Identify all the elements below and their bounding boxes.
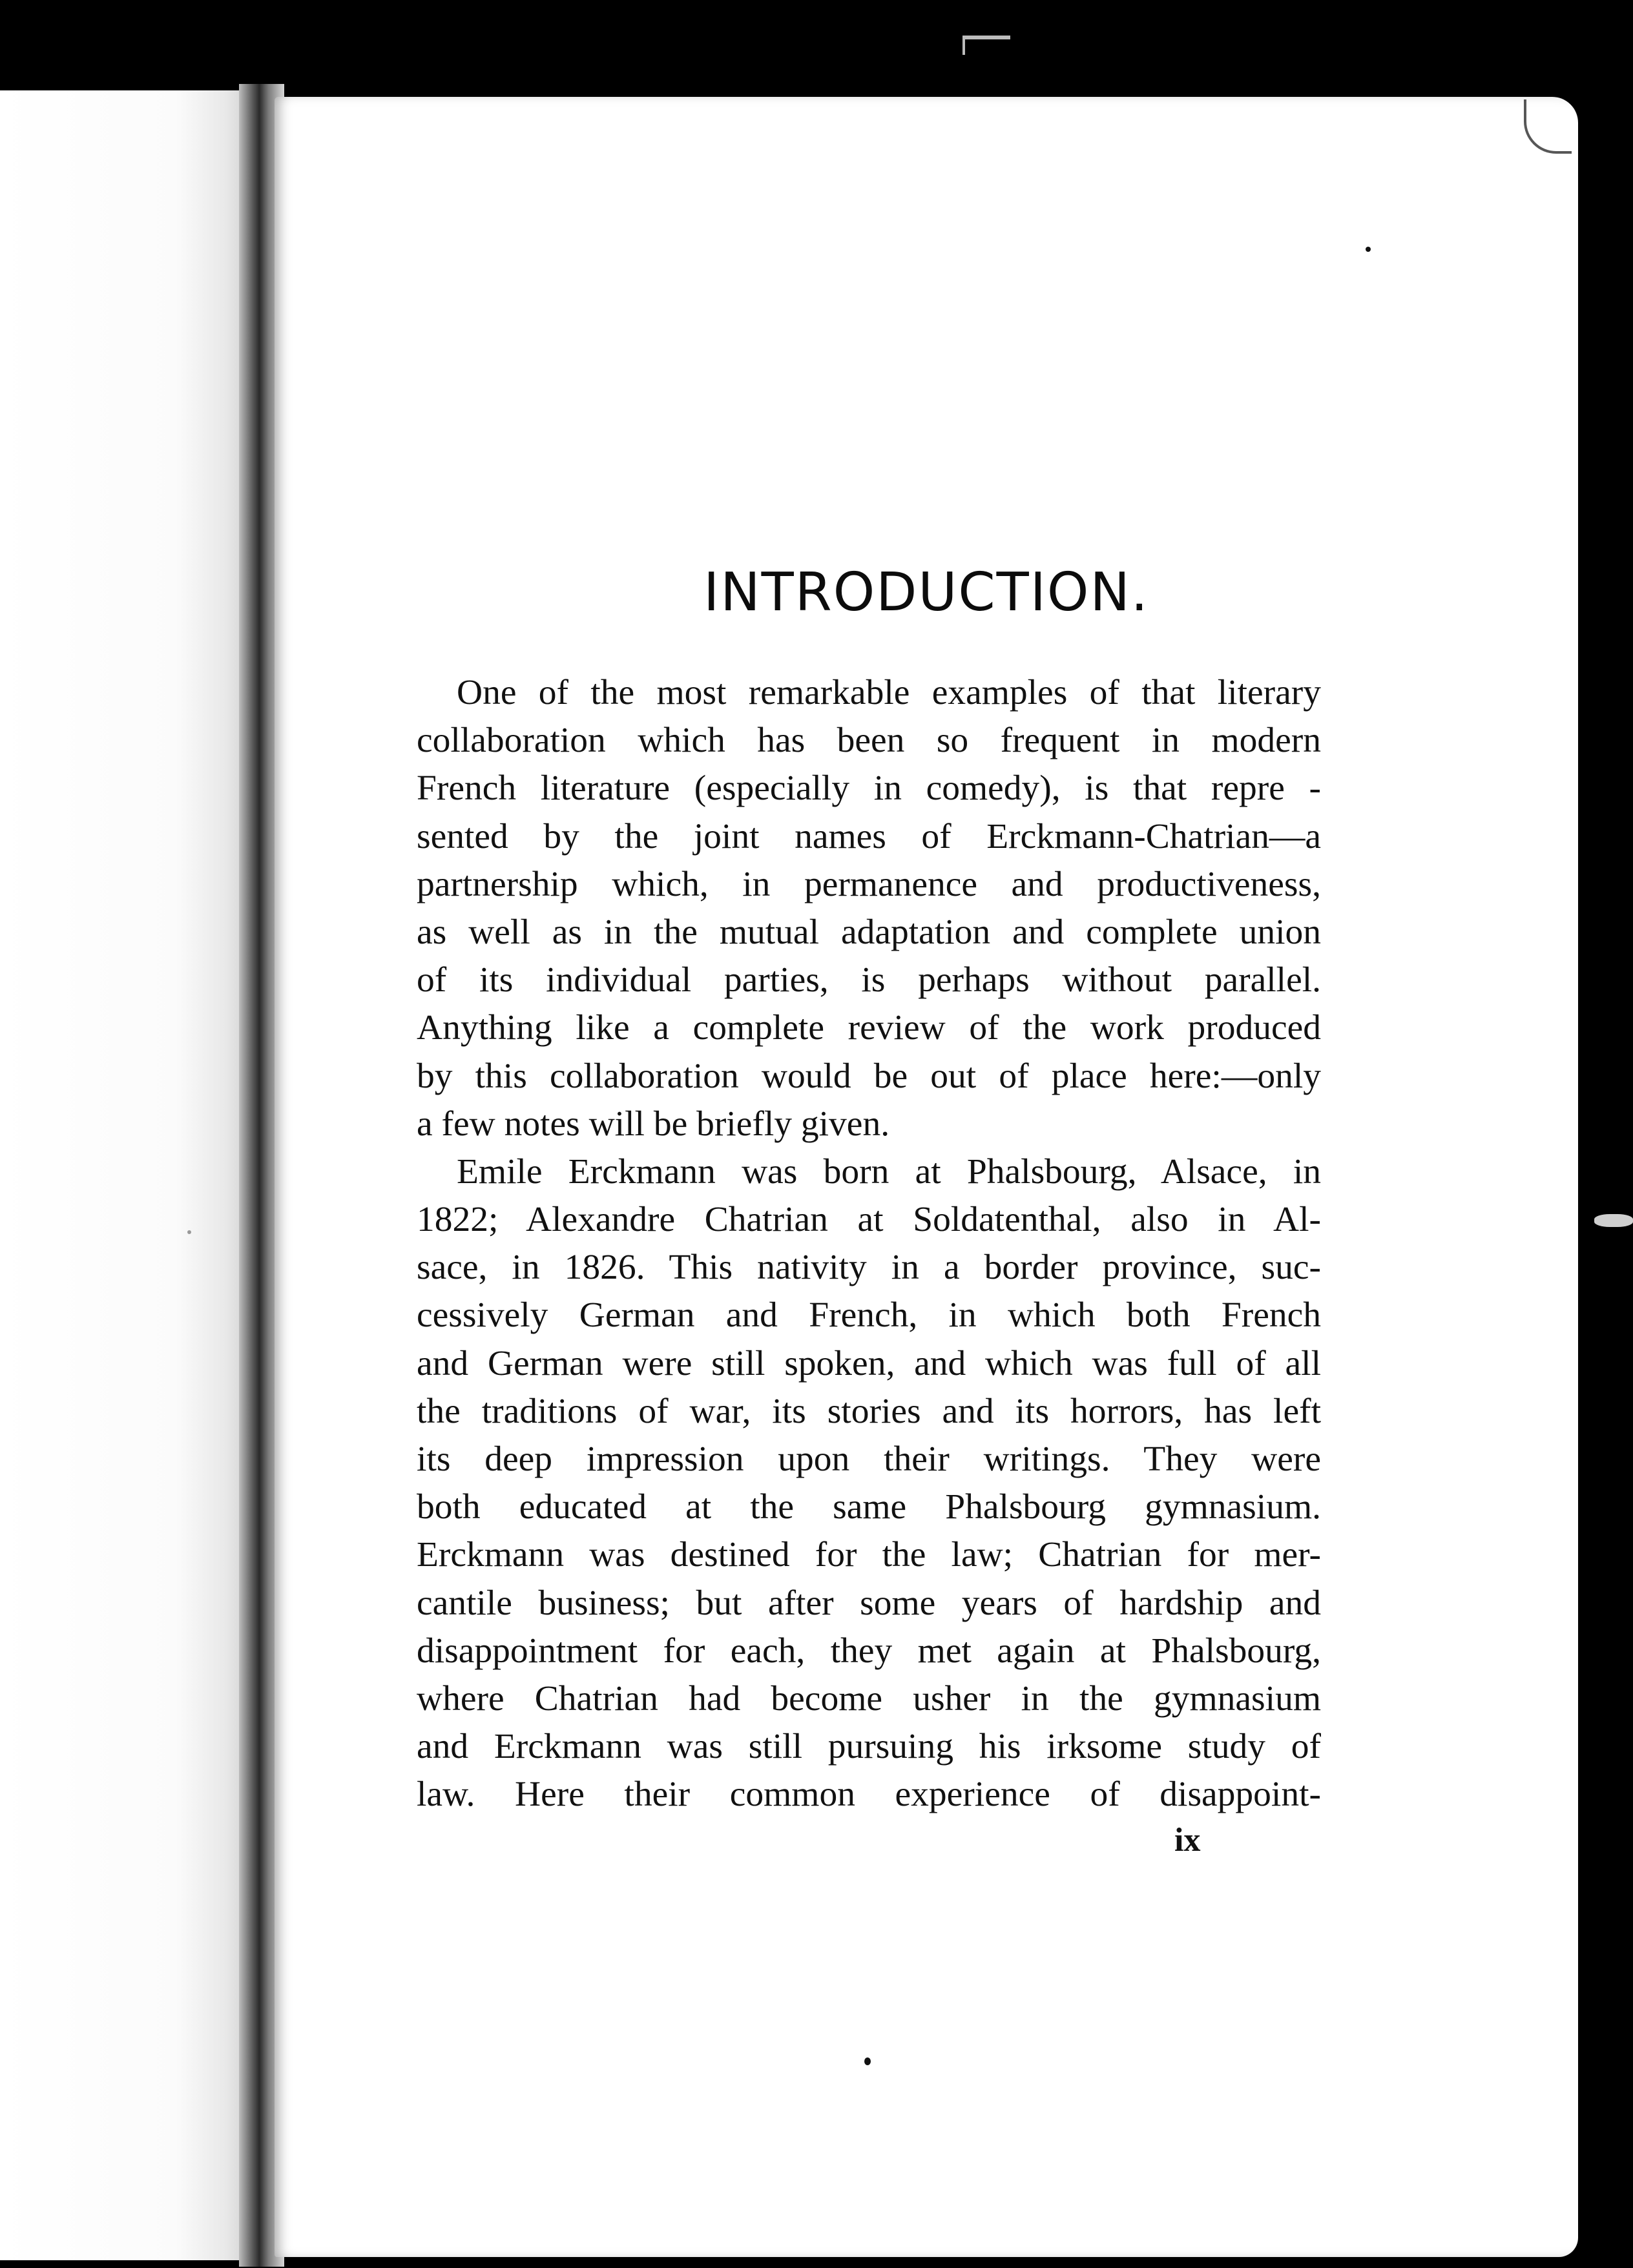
scan-speck	[1366, 247, 1371, 252]
text-line: both educated at the same Phalsbourg gymnasium.	[417, 1487, 1321, 1527]
scan-artifact	[962, 36, 1010, 55]
text-line: partnership which, in permanence and productiveness,	[417, 864, 1321, 904]
text-line: Anything like a complete review of the work produced	[417, 1008, 1321, 1048]
scan-artifact	[1594, 1214, 1633, 1227]
text-line: the traditions of war, its stories and its horrors, has left	[417, 1391, 1321, 1431]
page-corner-curl	[1524, 99, 1572, 154]
text-line: French literature (especially in comedy), is that repre -	[417, 768, 1321, 809]
text-line: its deep impression upon their writings. They were	[417, 1439, 1321, 1479]
text-line: sace, in 1826. This nativity in a border province, suc-	[417, 1248, 1321, 1288]
text-line: a few notes will be briefly given.	[417, 1104, 890, 1144]
page-number: ix	[1174, 1822, 1201, 1859]
text-line: 1822; Alexandre Chatrian at Soldatenthal, also in Al-	[417, 1200, 1321, 1240]
text-line: Emile Erckmann was born at Phalsbourg, Alsace, in	[457, 1151, 1321, 1191]
text-line: of its individual parties, is perhaps without parallel.	[417, 960, 1321, 1000]
text-line: Erckmann was destined for the law; Chatrian for mer-	[417, 1535, 1321, 1575]
facing-page-edge	[0, 90, 252, 2260]
text-line: cantile business; but after some years of hardship and	[417, 1583, 1321, 1623]
text-line: law. Here their common experience of disappoint-	[417, 1775, 1321, 1815]
text-line: as well as in the mutual adaptation and complete union	[417, 912, 1321, 952]
text-line: One of the most remarkable examples of that literary	[457, 673, 1321, 712]
text-line: where Chatrian had become usher in the gymnasium	[417, 1678, 1321, 1718]
text-line: and German were still spoken, and which was full of all	[417, 1343, 1321, 1383]
text-line: collaboration which has been so frequent in modern	[417, 721, 1321, 761]
body-text	[417, 669, 1321, 1819]
chapter-heading: INTRODUCTION.	[703, 562, 1149, 623]
text-line: and Erckmann was still pursuing his irksome study of	[417, 1727, 1321, 1767]
scan-speck	[187, 1230, 191, 1234]
text-line: by this collaboration would be out of place here:—only	[417, 1056, 1321, 1096]
text-line: cessively German and French, in which both French	[417, 1295, 1321, 1335]
text-line: disappointment for each, they met again at Phalsbourg,	[417, 1631, 1321, 1671]
scan-speck	[864, 2057, 871, 2065]
text-line: sented by the joint names of Erckmann-Chatrian—a	[417, 816, 1321, 856]
